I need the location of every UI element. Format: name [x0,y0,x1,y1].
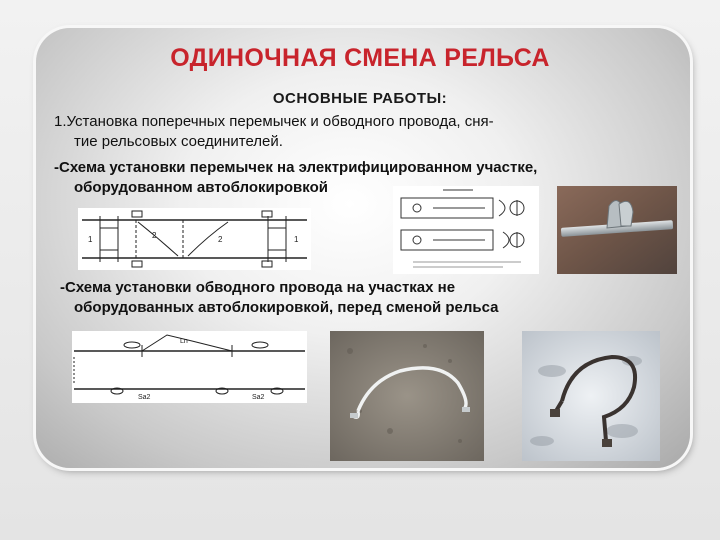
diagram1-label: 2 [218,235,223,244]
diagram3-label: Ln [180,338,188,345]
cable-on-snow-photo [522,331,660,461]
work-item-1-line-1: 1.Установка поперечных перемычек и обводного провода, сня- [54,113,494,130]
work-item-3-line-2: оборудованных автоблокировкой, перед сменой рельса [74,299,499,316]
diagram1-label: 1 [88,235,93,244]
work-item-1 [54,112,684,152]
diagram1-label: 1 [294,235,299,244]
diagram1-label: 2 [152,231,157,240]
jumper-scheme-diagram [78,208,311,270]
work-item-1-line-2: тие рельсовых соединителей. [74,133,283,150]
work-item-2-line-1: -Схема установки перемычек на электрифицированном участке, [54,159,538,176]
diagram3-label: Sa2 [138,394,151,401]
work-item-2-line-2: оборудованном автоблокировкой [74,179,328,196]
section-subheading: ОСНОВНЫЕ РАБОТЫ: [272,90,448,107]
bypass-wire-scheme-diagram [72,331,307,403]
diagram3-label: Sa2 [252,394,265,401]
jumper-clamp-photo [557,186,677,274]
slide-title: ОДИНОЧНАЯ СМЕНА РЕЛЬСА [170,44,550,72]
work-item-3-line-1: -Схема установки обводного провода на участках не [60,279,456,296]
bypass-wire-photo [330,331,484,461]
rail-connector-drawing [393,186,539,274]
work-item-3 [60,278,690,318]
